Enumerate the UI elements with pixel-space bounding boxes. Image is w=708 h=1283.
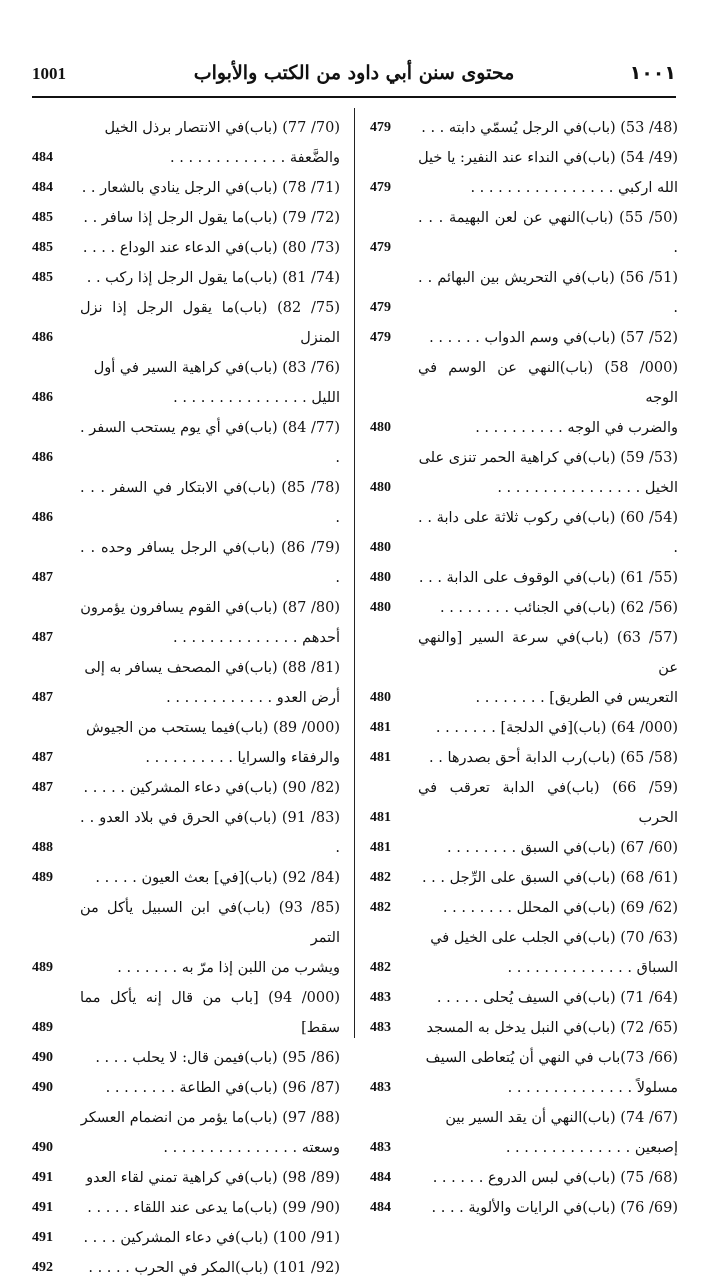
toc-entry-title: (75/ 82) (باب)ما يقول الرجل إذا نزل المنزل bbox=[80, 300, 340, 346]
toc-entry bbox=[370, 353, 678, 413]
toc-entry-title: (78/ 85) (باب)في الابتكار في السفر . . . . bbox=[80, 480, 340, 526]
toc-entry bbox=[32, 803, 340, 863]
toc-entry bbox=[32, 983, 340, 1043]
toc-entry bbox=[32, 953, 340, 983]
toc-entry bbox=[370, 323, 678, 353]
toc-entry-title: (61/ 68) (باب)في السبق على الرِّجل . . . bbox=[421, 870, 678, 886]
toc-entry-page: 480 bbox=[370, 570, 391, 585]
toc-entry bbox=[370, 1193, 678, 1223]
toc-entry bbox=[32, 413, 340, 473]
toc-entry bbox=[32, 593, 340, 623]
toc-entry-title: (52/ 57) (باب)في وسم الدواب . . . . . . bbox=[429, 330, 678, 346]
toc-entry-page: 479 bbox=[370, 330, 391, 345]
toc-entry bbox=[370, 203, 678, 263]
toc-entry-page: 481 bbox=[370, 840, 391, 855]
toc-entry-title: (000/ 64) (باب)[في الدلجة] . . . . . . . bbox=[435, 720, 678, 736]
toc-entry-title: (000/ 94) [باب من قال إنه يأكل مما سقط] bbox=[80, 990, 340, 1036]
toc-entry-title: (69/ 76) (باب)في الرايات والألوية . . . . bbox=[431, 1200, 678, 1216]
toc-entry bbox=[32, 683, 340, 713]
toc-entry bbox=[370, 743, 678, 773]
toc-entry bbox=[370, 113, 678, 143]
toc-entry bbox=[32, 383, 340, 413]
toc-entry-title: (53/ 59) (باب)في كراهية الحمر تنزى على bbox=[418, 450, 678, 466]
toc-entry-title: (66/ 73)باب في النهي أن يُتعاطى السيف bbox=[425, 1050, 678, 1066]
toc-entry-title: الليل . . . . . . . . . . . . . . . bbox=[173, 390, 340, 406]
toc-entry-page: 479 bbox=[370, 240, 391, 255]
toc-entry bbox=[32, 533, 340, 593]
toc-entry-title: (86/ 95) (باب)فيمن قال: لا يحلب . . . . bbox=[95, 1050, 340, 1066]
toc-entry-page: 489 bbox=[32, 1020, 53, 1035]
toc-entry-title: السباق . . . . . . . . . . . . . . bbox=[507, 960, 678, 976]
toc-entry bbox=[32, 1163, 340, 1193]
toc-entry bbox=[370, 263, 678, 323]
toc-entry-title: مسلولاً . . . . . . . . . . . . . . bbox=[507, 1080, 678, 1096]
toc-column-left bbox=[32, 113, 340, 1283]
toc-entry-page: 487 bbox=[32, 780, 53, 795]
toc-entry-page: 480 bbox=[370, 540, 391, 555]
toc-entry-title: (74/ 81) (باب)ما يقول الرجل إذا ركب . . bbox=[86, 270, 340, 286]
toc-entry-title: (92/ 101) (باب)المكر في الحرب . . . . . bbox=[88, 1260, 340, 1276]
toc-entry-title: (68/ 75) (باب)في لبس الدروع . . . . . . bbox=[432, 1170, 678, 1186]
toc-entry bbox=[370, 413, 678, 443]
toc-entry-title: (77/ 84) (باب)في أي يوم يستحب السفر . . bbox=[80, 420, 340, 466]
toc-entry-title: (49/ 54) (باب)في النداء عند النفير: يا خيل bbox=[418, 150, 678, 166]
toc-entry bbox=[370, 563, 678, 593]
toc-entry-title: (57/ 63) (باب)في سرعة السير [والنهي عن bbox=[418, 630, 678, 676]
toc-entry-page: 482 bbox=[370, 870, 391, 885]
toc-entry-title: (63/ 70) (باب)في الجلب على الخيل في bbox=[430, 930, 678, 946]
toc-entry bbox=[32, 1193, 340, 1223]
toc-entry-title: (71/ 78) (باب)في الرجل ينادي بالشعار . . bbox=[81, 180, 340, 196]
toc-entry bbox=[32, 653, 340, 683]
toc-entry bbox=[32, 473, 340, 533]
toc-column-right bbox=[370, 113, 678, 1223]
toc-entry-title: (65/ 72) (باب)في النبل يدخل به المسجد bbox=[426, 1020, 678, 1036]
toc-entry-title: إصبعين . . . . . . . . . . . . . . bbox=[505, 1140, 678, 1156]
toc-entry-title: (76/ 83) (باب)في كراهية السير في أول bbox=[93, 360, 340, 376]
toc-entry-title: (81/ 88) (باب)في المصحف يسافر به إلى bbox=[84, 660, 340, 676]
toc-entry-title: (73/ 80) (باب)في الدعاء عند الوداع . . . . bbox=[82, 240, 340, 256]
toc-entry-page: 484 bbox=[370, 1200, 391, 1215]
toc-entry-title: الخيل . . . . . . . . . . . . . . . . bbox=[497, 480, 678, 496]
toc-entry-title: (64/ 71) (باب)في السيف يُحلى . . . . . bbox=[436, 990, 678, 1006]
page-number-arabic: ١٠٠١ bbox=[629, 62, 676, 84]
toc-entry-page: 484 bbox=[32, 150, 53, 165]
toc-entry-title: (91/ 100) (باب)في دعاء المشركين . . . . bbox=[83, 1230, 340, 1246]
toc-entry-title: والضرب في الوجه . . . . . . . . . . bbox=[475, 420, 678, 436]
page-number-latin: 1001 bbox=[32, 64, 66, 83]
toc-entry-page: 491 bbox=[32, 1230, 53, 1245]
toc-entry-title: (60/ 67) (باب)في السبق . . . . . . . . bbox=[447, 840, 678, 856]
toc-entry-title: (82/ 90) (باب)في دعاء المشركين . . . . . bbox=[83, 780, 340, 796]
toc-entry bbox=[32, 143, 340, 173]
toc-entry-page: 479 bbox=[370, 120, 391, 135]
toc-entry bbox=[370, 593, 678, 623]
toc-entry bbox=[370, 1103, 678, 1133]
page-header bbox=[32, 56, 676, 98]
toc-entry-page: 489 bbox=[32, 960, 53, 975]
toc-entry-page: 485 bbox=[32, 240, 53, 255]
toc-entry bbox=[32, 233, 340, 263]
toc-entry-page: 491 bbox=[32, 1200, 53, 1215]
toc-entry-title: (83/ 91) (باب)في الحرق في بلاد العدو . . . bbox=[80, 810, 340, 856]
toc-entry-title: (70/ 77) (باب)في الانتصار برذل الخيل bbox=[104, 120, 340, 136]
toc-entry bbox=[370, 833, 678, 863]
toc-entry-page: 480 bbox=[370, 480, 391, 495]
toc-entry-page: 488 bbox=[32, 840, 53, 855]
toc-entry-title: (67/ 74) (باب)النهي أن يقد السير بين bbox=[445, 1110, 678, 1126]
toc-entry-title: (85/ 93) (باب)في ابن السبيل يأكل من التمر bbox=[80, 900, 341, 946]
toc-entry-title: أرض العدو . . . . . . . . . . . . bbox=[166, 690, 340, 706]
toc-entry-title: (000/ 89) (باب)فيما يستحب من الجيوش bbox=[85, 720, 340, 736]
toc-entry bbox=[370, 923, 678, 953]
toc-entry-page: 492 bbox=[32, 1260, 53, 1275]
toc-entry bbox=[370, 143, 678, 173]
toc-entry-page: 489 bbox=[32, 870, 53, 885]
toc-entry-title: (88/ 97) (باب)ما يؤمر من انضمام العسكر bbox=[80, 1110, 340, 1126]
toc-entry bbox=[32, 743, 340, 773]
toc-entry bbox=[32, 173, 340, 203]
toc-entry-title: ويشرب من اللبن إذا مرّ به . . . . . . . bbox=[117, 960, 340, 976]
toc-entry bbox=[370, 1043, 678, 1073]
toc-entry-page: 486 bbox=[32, 330, 53, 345]
toc-entry bbox=[32, 893, 340, 953]
toc-entry-title: (62/ 69) (باب)في المحلل . . . . . . . . bbox=[442, 900, 678, 916]
toc-entry-title: (87/ 96) (باب)في الطاعة . . . . . . . . bbox=[105, 1080, 340, 1096]
toc-entry-title: (90/ 99) (باب)ما يدعى عند اللقاء . . . . . bbox=[87, 1200, 340, 1216]
toc-entry-page: 479 bbox=[370, 180, 391, 195]
toc-entry bbox=[32, 1223, 340, 1253]
toc-entry bbox=[32, 203, 340, 233]
toc-entry-page: 490 bbox=[32, 1050, 53, 1065]
toc-entry-page: 485 bbox=[32, 210, 53, 225]
toc-entry-title: (000/ 58) (باب)النهي عن الوسم في الوجه bbox=[418, 360, 678, 406]
toc-entry-page: 486 bbox=[32, 510, 53, 525]
toc-entry-page: 487 bbox=[32, 750, 53, 765]
toc-entry bbox=[32, 863, 340, 893]
toc-entry bbox=[370, 443, 678, 473]
toc-entry-title: (51/ 56) (باب)في التحريش بين البهائم . . . bbox=[418, 270, 678, 316]
toc-entry-page: 481 bbox=[370, 750, 391, 765]
toc-entry-page: 482 bbox=[370, 900, 391, 915]
toc-entry-title: أحدهم . . . . . . . . . . . . . . bbox=[173, 630, 340, 646]
toc-entry bbox=[32, 1133, 340, 1163]
toc-entry bbox=[370, 1133, 678, 1163]
toc-entry bbox=[32, 353, 340, 383]
toc-entry-page: 483 bbox=[370, 1020, 391, 1035]
toc-entry bbox=[32, 1103, 340, 1133]
toc-entry-title: (79/ 86) (باب)في الرجل يسافر وحده . . . bbox=[80, 540, 340, 586]
running-title: محتوى سنن أبي داود من الكتب والأبواب bbox=[193, 62, 515, 84]
toc-entry-page: 480 bbox=[370, 600, 391, 615]
column-divider bbox=[354, 108, 355, 1038]
toc-entry bbox=[32, 113, 340, 143]
toc-entry bbox=[32, 1253, 340, 1283]
toc-entry-title: (56/ 62) (باب)في الجنائب . . . . . . . . bbox=[439, 600, 678, 616]
toc-entry-title: (54/ 60) (باب)في ركوب ثلاثة على دابة . . . bbox=[418, 510, 679, 556]
toc-entry-page: 486 bbox=[32, 390, 53, 405]
toc-entry bbox=[370, 503, 678, 563]
toc-entry-page: 484 bbox=[32, 180, 53, 195]
toc-entry bbox=[370, 983, 678, 1013]
toc-entry bbox=[370, 893, 678, 923]
toc-entry bbox=[370, 1013, 678, 1043]
toc-entry bbox=[32, 773, 340, 803]
toc-entry-title: (89/ 98) (باب)في كراهية تمني لقاء العدو bbox=[86, 1170, 340, 1186]
toc-entry-page: 483 bbox=[370, 1080, 391, 1095]
toc-entry-title: (84/ 92) (باب)[في] بعث العيون . . . . . bbox=[95, 870, 340, 886]
toc-entry-page: 490 bbox=[32, 1080, 53, 1095]
toc-entry bbox=[370, 953, 678, 983]
toc-entry bbox=[32, 263, 340, 293]
toc-entry-page: 484 bbox=[370, 1170, 391, 1185]
toc-entry-title: (59/ 66) (باب)في الدابة تعرقب في الحرب bbox=[418, 780, 678, 826]
toc-entry bbox=[370, 773, 678, 833]
toc-entry-title: والضَّعفة . . . . . . . . . . . . . bbox=[170, 150, 340, 166]
toc-entry-page: 487 bbox=[32, 570, 53, 585]
toc-entry bbox=[370, 863, 678, 893]
toc-entry-page: 487 bbox=[32, 690, 53, 705]
toc-entry-page: 481 bbox=[370, 810, 391, 825]
toc-entry-page: 480 bbox=[370, 420, 391, 435]
toc-entry-page: 483 bbox=[370, 990, 391, 1005]
toc-entry-page: 491 bbox=[32, 1170, 53, 1185]
toc-entry bbox=[370, 173, 678, 203]
toc-entry-page: 486 bbox=[32, 450, 53, 465]
toc-entry bbox=[32, 713, 340, 743]
toc-entry-title: (80/ 87) (باب)في القوم يسافرون يؤمرون bbox=[80, 600, 340, 616]
toc-entry-title: التعريس في الطريق] . . . . . . . . bbox=[475, 690, 678, 706]
toc-entry-title: (48/ 53) (باب)في الرجل يُسمّي دابته . . . bbox=[421, 120, 678, 136]
toc-entry-page: 487 bbox=[32, 630, 53, 645]
toc-entry bbox=[370, 1163, 678, 1193]
toc-entry-title: (58/ 65) (باب)رب الدابة أحق بصدرها . . bbox=[429, 750, 678, 766]
toc-entry bbox=[370, 473, 678, 503]
toc-entry-title: وسعته . . . . . . . . . . . . . . . bbox=[163, 1140, 340, 1156]
toc-entry bbox=[32, 623, 340, 653]
toc-entry-title: (50/ 55) (باب)النهي عن لعن البهيمة . . . . bbox=[418, 210, 679, 256]
toc-entry-page: 479 bbox=[370, 300, 391, 315]
toc-entry-title: الله اركبي ‏. . . . . . . . . . . . . . . . bbox=[470, 180, 678, 196]
toc-entry-page: 481 bbox=[370, 720, 391, 735]
toc-entry-title: (72/ 79) (باب)ما يقول الرجل إذا سافر . . bbox=[83, 210, 340, 226]
toc-entry-page: 485 bbox=[32, 270, 53, 285]
toc-entry-page: 490 bbox=[32, 1140, 53, 1155]
toc-entry bbox=[32, 1043, 340, 1073]
toc-entry-page: 482 bbox=[370, 960, 391, 975]
toc-entry-title: (55/ 61) (باب)في الوقوف على الدابة . . . bbox=[418, 570, 678, 586]
toc-entry-page: 483 bbox=[370, 1140, 391, 1155]
toc-entry bbox=[370, 713, 678, 743]
toc-entry bbox=[370, 623, 678, 683]
toc-entry-title: والرفقاء والسرايا . . . . . . . . . . bbox=[145, 750, 340, 766]
toc-entry-page: 480 bbox=[370, 690, 391, 705]
toc-entry bbox=[32, 293, 340, 353]
toc-entry bbox=[370, 683, 678, 713]
